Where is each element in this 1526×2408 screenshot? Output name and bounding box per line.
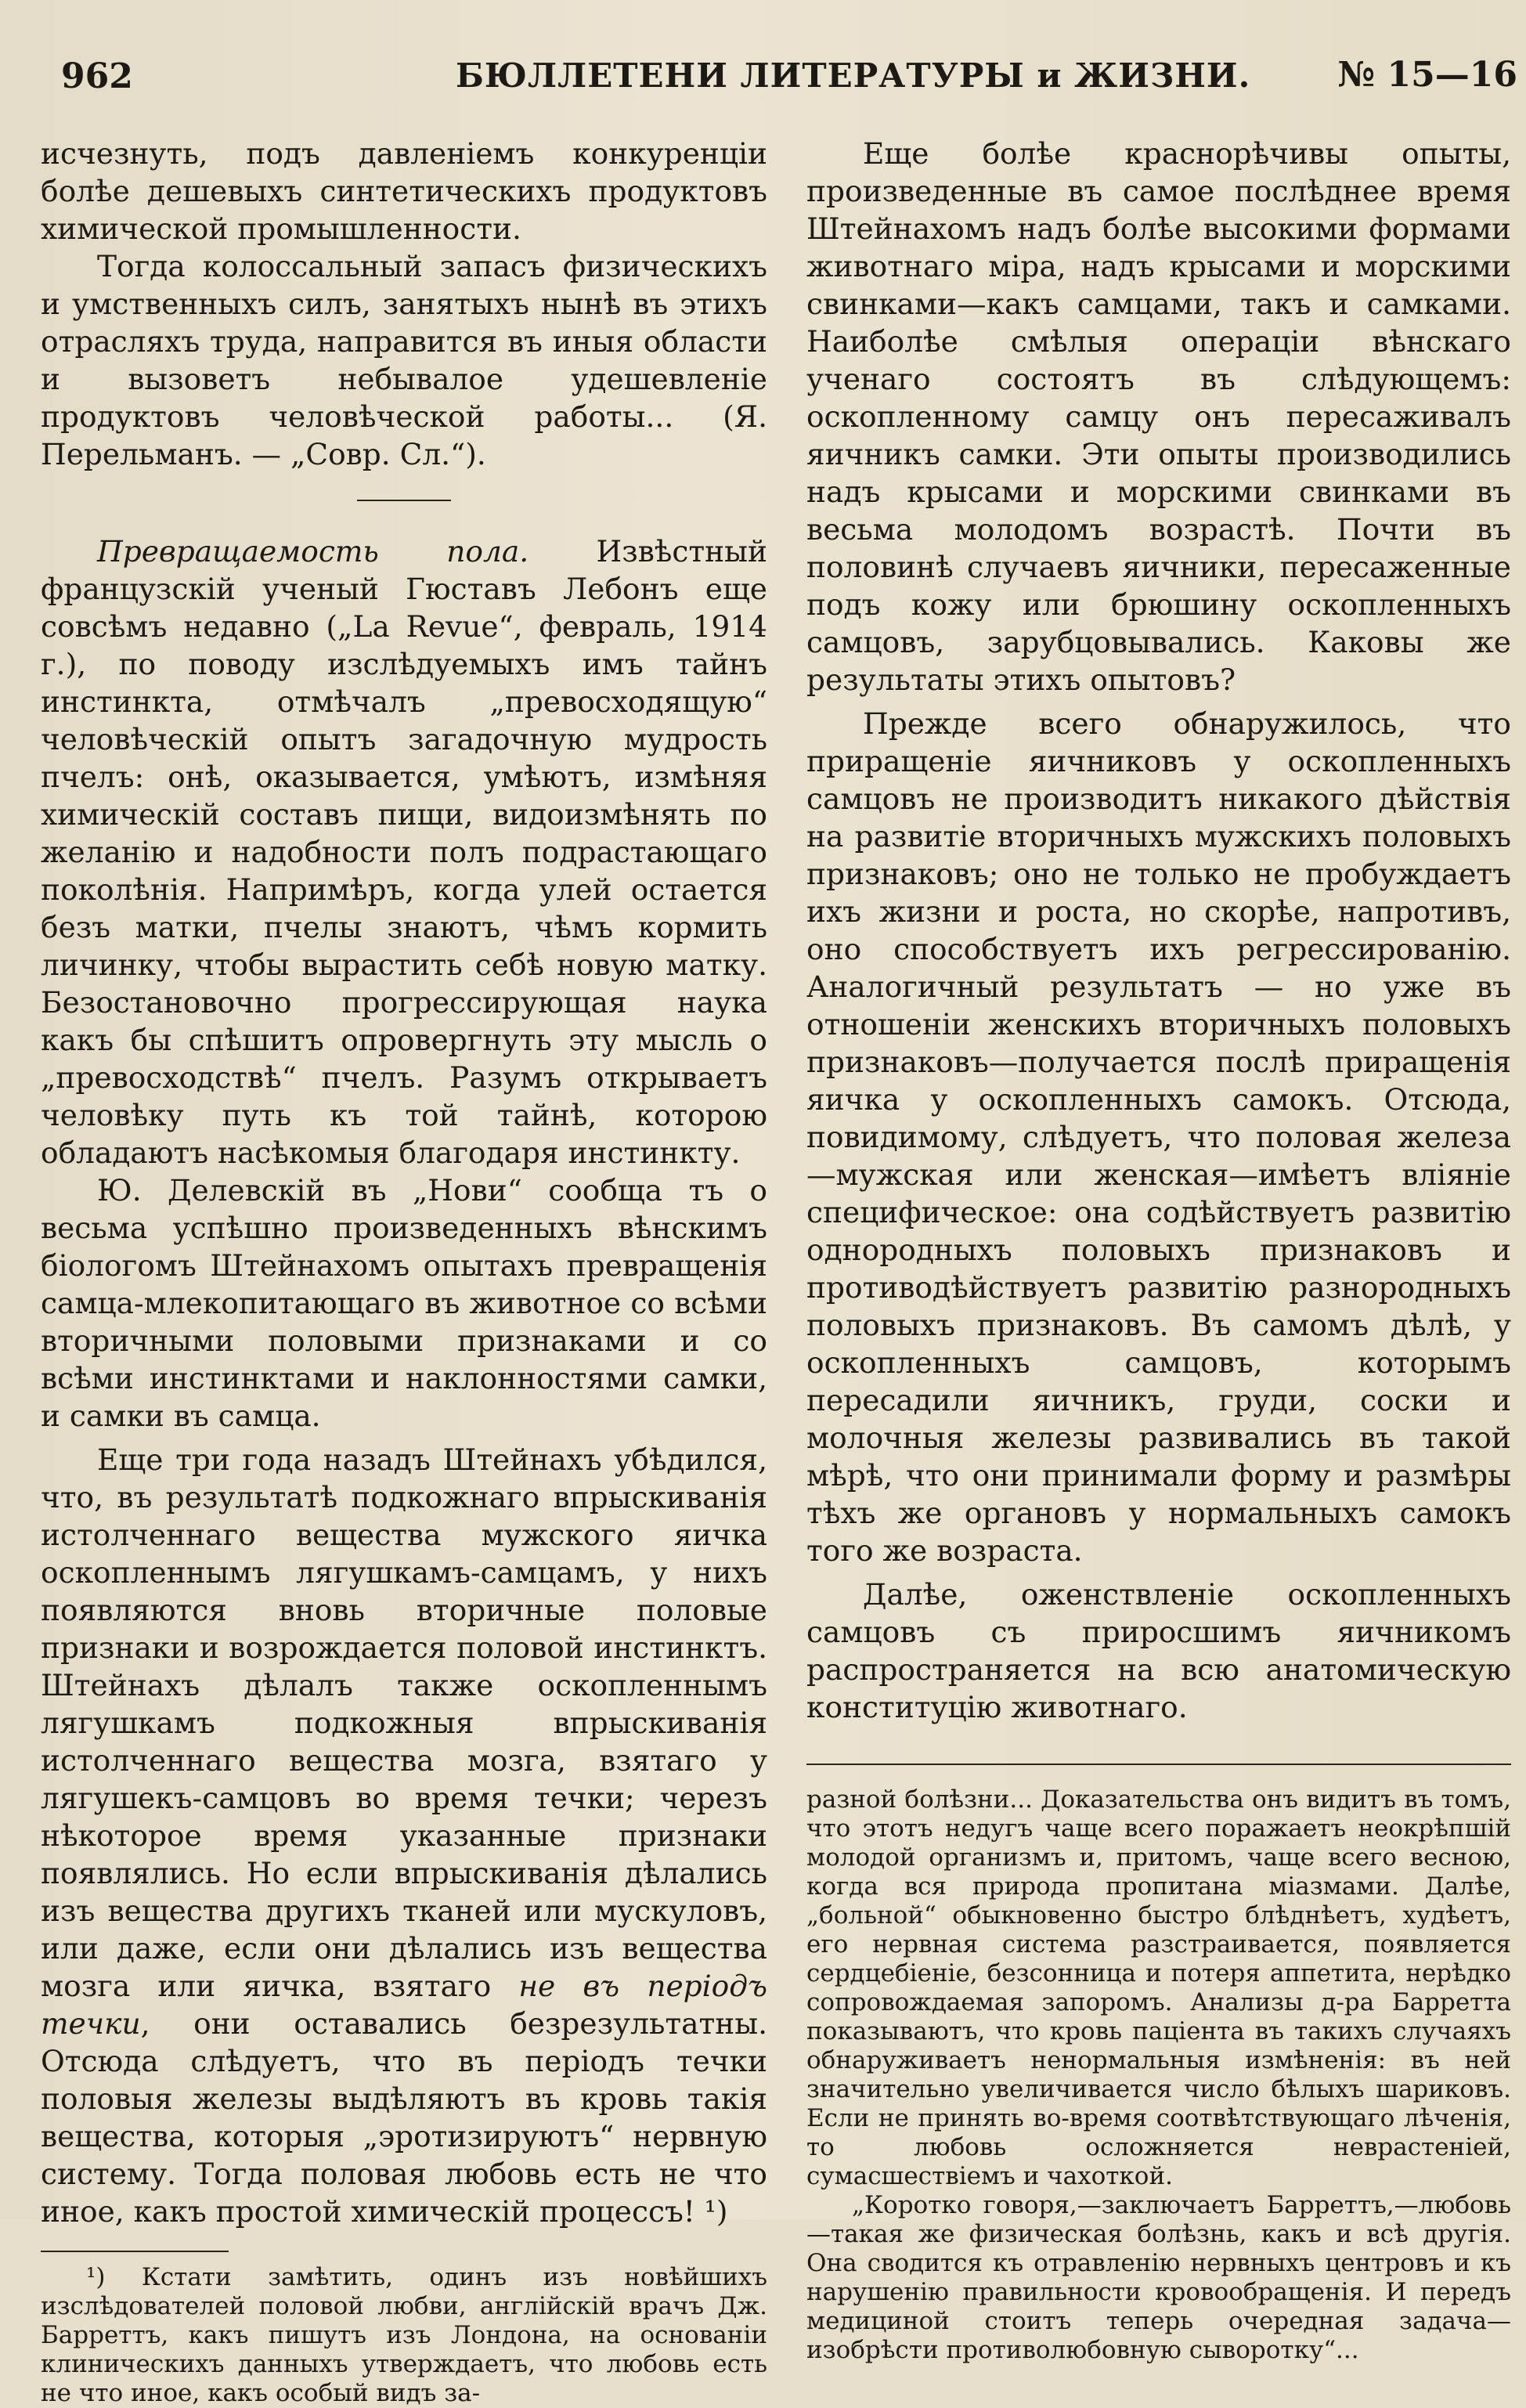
issue-number: № 15—16 [1337, 55, 1517, 95]
footnote-rule [806, 1764, 1511, 1765]
paragraph: Ю. Делевскій въ „Нови“ сообща тъ о весьма успѣшно произведенныхъ вѣнскимъ біологомъ Штейнахомъ опытахъ превращенія самца-млекопитающаго въ животное со всѣми вторичными половыми признаками и со всѣми инстинктами и наклонностями самки, и самки въ самца. [41, 1173, 767, 1433]
page-number: 962 [61, 56, 133, 96]
paragraph: исчезнуть, подъ давленіемъ конкуренціи болѣе дешевыхъ синтетическихъ продуктовъ химической промышленности. [41, 136, 767, 246]
footnote-text: ¹) Кстати замѣтить, одинъ изъ новѣйшихъ изслѣдователей половой любви, англійскій врачъ Дж. Барреттъ, какъ пишутъ изъ Лондона, на основаніи клиническихъ данныхъ утверждаетъ, что любовь есть не что иное, какъ особый видъ за- [41, 2263, 767, 2407]
emphasis-text: не въ періодъ течки [41, 1969, 767, 2041]
paragraph: Еще болѣе краснорѣчивы опыты, произведенные въ самое послѣднее время Штейнахомъ надъ болѣе высокими формами животнаго міра, надъ крысами и морскими свинками—какъ самцами, такъ и самками. Наиболѣе смѣлыя операціи вѣнскаго ученаго состоятъ въ слѣдующемъ: оскопленному самцу онъ пересаживалъ яичникъ самки. Эти опыты производились надъ крысами и морскими свинками въ весьма молодомъ возрастѣ. Почти въ половинѣ случаевъ яичники, пересаженные подъ кожу или брюшину оскопленныхъ самцовъ, зарубцовывались. Каковы же результаты этихъ опытовъ? [806, 136, 1511, 697]
left-column [41, 135, 767, 2408]
paragraph-text: Извѣстный французскій ученый Гюставъ Лебонъ еще совсѣмъ недавно („La Revue“, февраль, 1914 г.), по поводу изслѣдуемыхъ имъ тайнъ инстинкта, отмѣчалъ „превосходящую“ человѣческій опытъ загадочную мудрость пчелъ: онѣ, оказывается, умѣютъ, измѣняя химическій составъ пищи, видоизмѣнять по желанію и надобности полъ подрастающаго поколѣнія. Напримѣръ, когда улей остается безъ матки, пчелы знаютъ, чѣмъ кормить личинку, чтобы вырастить себѣ новую матку. Безостановочно прогрессирующая наука какъ бы спѣшитъ опровергнуть эту мысль о „превосходствѣ“ пчелъ. Разумъ открываетъ человѣку путь къ той тайнѣ, которою обладаютъ насѣкомыя благодаря инстинкту. [41, 534, 768, 1170]
footnote-continuation [806, 1785, 1511, 2365]
paragraph [41, 533, 767, 1172]
right-column [806, 135, 1511, 2365]
section-divider [357, 500, 451, 501]
footnote-text: разной болѣзни... Доказательства онъ видитъ въ томъ, что этотъ недугъ чаще всего поражаетъ неокрѣпшій молодой организмъ и, притомъ, чаще всего весною, когда вся природа пропитана міазмами. Далѣе, „больной“ обыкновенно быстро блѣднѣетъ, худѣетъ, его нервная система разстраивается, появляется сердцебіеніе, безсонница и потеря аппетита, нерѣдко сопровождаемая запоромъ. Анализы д-ра Барретта показываютъ, что кровь паціента въ такихъ случаяхъ обнаруживаетъ ненормальныя измѣненія: въ ней значительно увеличивается число бѣлыхъ шариковъ. Если не принять во-время соотвѣтствующаго лѣченія, то любовь осложняется неврастеніей, сумасшествіемъ и чахоткой. [806, 1785, 1511, 2190]
footnote-text: „Коротко говоря,—заключаетъ Барреттъ,—любовь—такая же физическая болѣзнь, какъ и всѣ другія. Она сводится къ отравленію нервныхъ центровъ и къ нарушенію правильности кровообращенія. И передъ медициной стоитъ теперь очередная задача—изобрѣсти противолюбовную сыворотку“... [806, 2191, 1511, 2364]
section-heading: Превращаемость пола. [97, 534, 529, 569]
paragraph [41, 1441, 767, 2230]
paragraph: Прежде всего обнаружилось, что приращеніе яичниковъ у оскопленныхъ самцовъ не производитъ никакого дѣйствія на развитіе вторичныхъ мужскихъ половыхъ признаковъ; оно не только не пробуждаетъ ихъ жизни и роста, но скорѣе, напротивъ, оно способствуетъ ихъ регрессированію. Аналогичный результатъ — но уже въ отношеніи женскихъ вторичныхъ половыхъ признаковъ—получается послѣ приращенія яичка у оскопленныхъ самокъ. Отсюда, повидимому, слѣдуетъ, что половая железа—мужская или женская—имѣетъ вліяніе специфическое: она содѣйствуетъ развитію однородныхъ половыхъ признаковъ и противодѣйствуетъ развитію разнородныхъ половыхъ признаковъ. Въ самомъ дѣлѣ, у оскопленныхъ самцовъ, которымъ пересадили яичникъ, груди, соски и молочныя железы развивались въ такой мѣрѣ, что они принимали форму и размѣры тѣхъ же органовъ у нормальныхъ самокъ того же возраста. [806, 706, 1511, 1568]
footnote-rule [41, 2251, 229, 2252]
page-header [61, 50, 1517, 105]
paragraph-text: Еще три года назадъ Штейнахъ убѣдился, что, въ результатѣ подкожнаго впрыскиванія истолченнаго вещества мужского яичка оскопленнымъ лягушкамъ-самцамъ, у нихъ появляются вновь вторичные половые признаки и возрождается половой инстинктъ. Штейнахъ дѣлалъ также оскопленнымъ лягушкамъ подкожныя впрыскиванія истолченнаго вещества мозга, взятаго у лягушекъ-самцовъ во время течки; черезъ нѣкоторое время указанные признаки появлялись. Но если впрыскиванія дѣлались изъ вещества другихъ тканей или мускуловъ, или даже, если они дѣлались изъ вещества мозга или яичка, взятаго [41, 1442, 767, 2003]
footnote [41, 2263, 767, 2408]
paragraph-text: , они оставались безрезультатны. Отсюда слѣдуетъ, что въ періодъ течки половыя железы выдѣляютъ въ кровь такія вещества, которыя „эротизируютъ“ нервную систему. Тогда половая любовь есть не что иное, какъ простой химическій процессъ! ¹) [41, 2006, 767, 2229]
paragraph: Тогда колоссальный запасъ физическихъ и умственныхъ силъ, занятыхъ нынѣ въ этихъ отрасляхъ труда, направится въ иныя области и вызоветъ небывалое удешевленіе продуктовъ человѣческой работы... (Я. Перельманъ. — „Совр. Сл.“). [41, 249, 767, 471]
running-title: БЮЛЛЕТЕНИ ЛИТЕРАТУРЫ и ЖИЗНИ. [456, 56, 1251, 95]
paragraph: Далѣе, оженствленіе оскопленныхъ самцовъ съ приросшимъ яичникомъ распространяется на всю анатомическую конституцію животнаго. [806, 1577, 1511, 1724]
